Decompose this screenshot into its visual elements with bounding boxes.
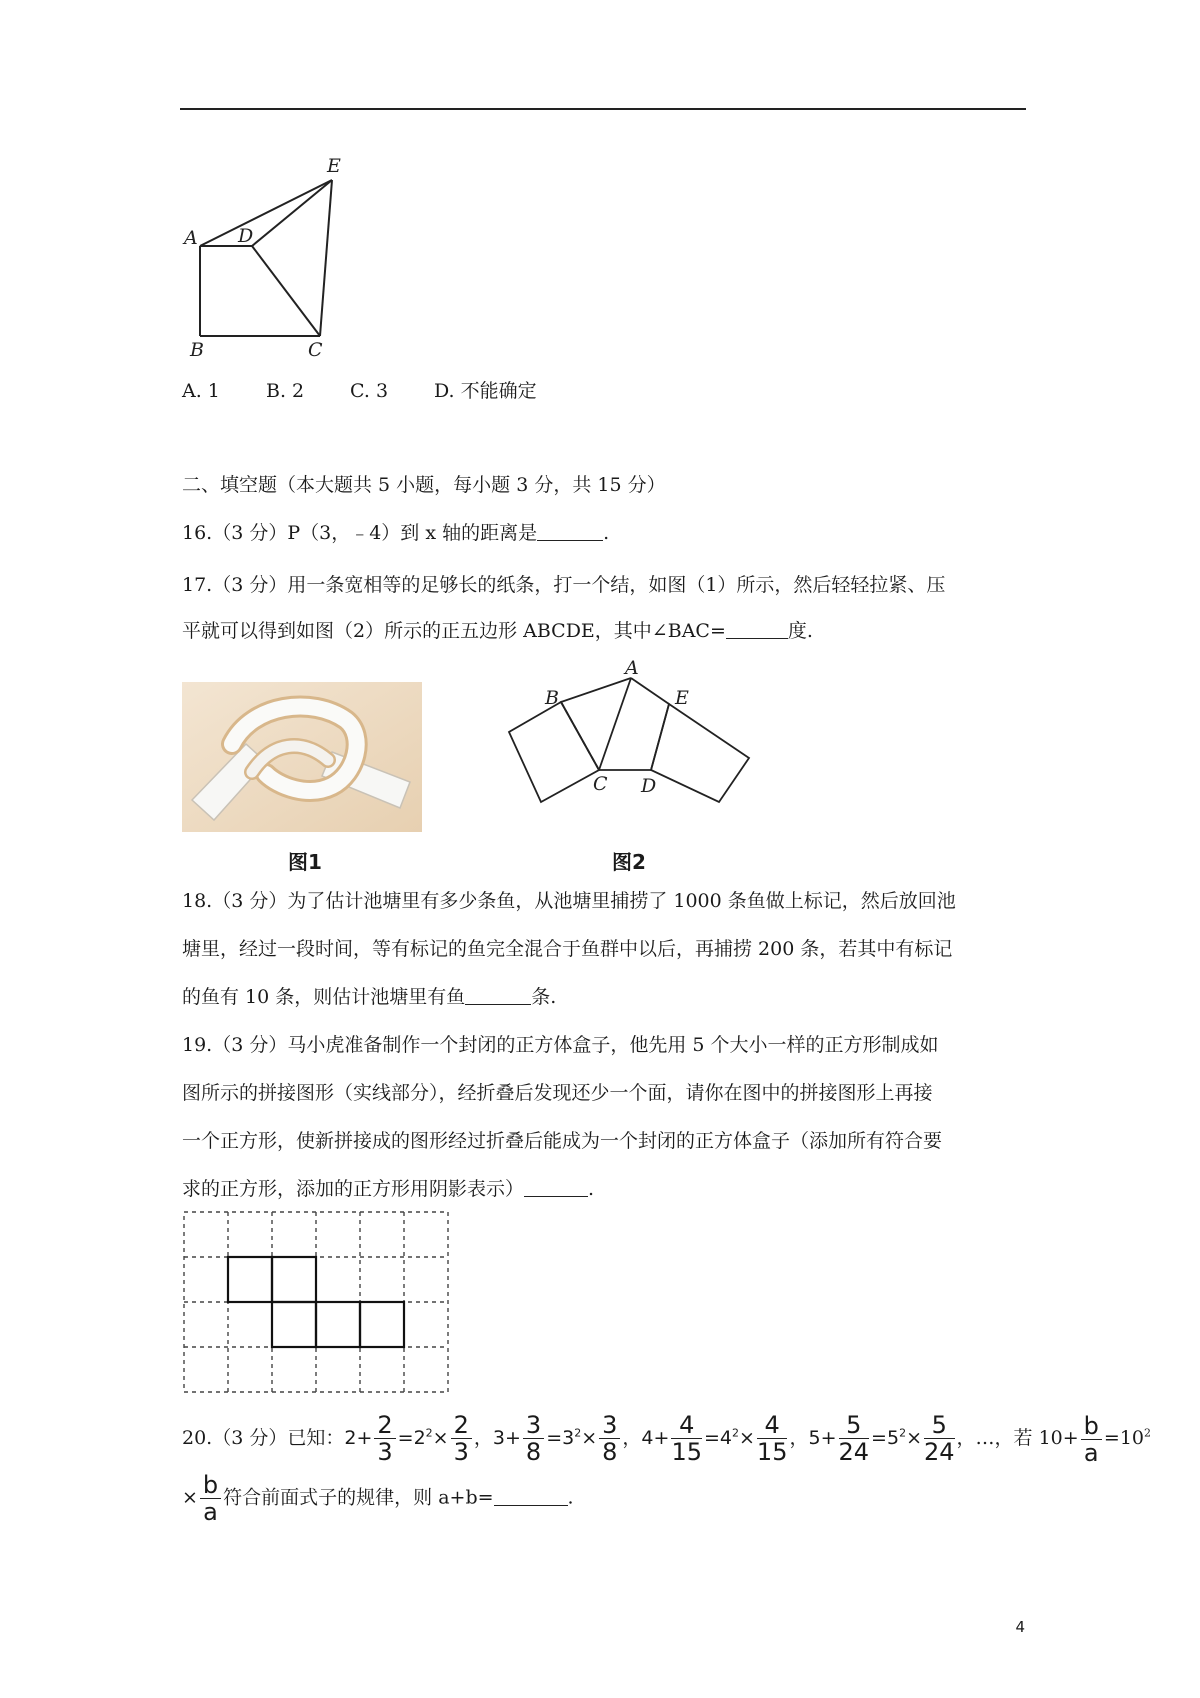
- q17-text-end: 度.: [787, 620, 813, 642]
- segment-bc-dashed: [561, 702, 599, 770]
- q17-knot-photo: [182, 682, 422, 832]
- segment-ac: [599, 678, 631, 770]
- q20-line1: 20.（3 分）已知：2+ $\frac{2}{3}$ $=2^2\times$ $\frac{2}{3}$ ，3+ $\frac{3}{8}$ $=3^2\times$ $\frac{3}{8}$ ，4+ $\frac{4}{15}$ $=4^2\times$ $\frac{4}{15}$ ，5+ $\frac{5}{24}$ $=5^2\times$ $\frac{5}{24}$ ，…，若 10+ $\frac{b}{a}$ $=10^2$: [182, 1411, 1152, 1467]
- q17-text: 平就可以得到如图（2）所示的正五边形 ABCDE，其中∠BAC=: [182, 620, 726, 642]
- q20-blank[interactable]: [494, 1485, 568, 1506]
- solid-net: [228, 1257, 404, 1347]
- fig2-label-a: A: [625, 660, 639, 679]
- q17-line2: [182, 618, 813, 644]
- net-square-2: [272, 1257, 316, 1302]
- q15-edge-ae: [200, 180, 332, 246]
- q20-term-2: 3+ $\frac{3}{8}$ $=3^2\times$ $\frac{3}{8}$: [493, 1427, 623, 1449]
- left-strip: [509, 702, 599, 802]
- q20-line2: × $\frac{b}{a}$ 符合前面式子的规律，则 a+b= .: [182, 1471, 574, 1526]
- q20-term-4: 5+ $\frac{5}{24}$ $=5^2\times$ $\frac{5}{24}$: [808, 1411, 955, 1466]
- q15-label-e: E: [327, 155, 341, 177]
- q15-option-d: D. 不能确定: [434, 380, 537, 402]
- q15-label-c: C: [308, 339, 323, 360]
- q20-text-end: .: [567, 1486, 574, 1509]
- q19-blank[interactable]: [524, 1176, 588, 1197]
- q17-blank[interactable]: [726, 618, 788, 639]
- q20-text: 符合前面式子的规律，则 a+b=: [223, 1486, 494, 1509]
- q20-term-1: 2+ $\frac{2}{3}$ $=2^2\times$ $\frac{2}{3}$: [344, 1427, 474, 1449]
- q16-text: 16.（3 分）P（3，﹣4）到 x 轴的距离是: [182, 522, 538, 544]
- fig2-label-c: C: [593, 773, 608, 795]
- q15-option-a: A. 1: [182, 380, 220, 402]
- q19-net-grid: [182, 1210, 452, 1396]
- q15-label-a: A: [184, 227, 198, 249]
- net-square-5: [360, 1302, 404, 1347]
- q15-edge-dc: [252, 246, 320, 336]
- q17-pentagon-figure: [505, 660, 755, 830]
- q19-line1: 19.（3 分）马小虎准备制作一个封闭的正方体盒子，他先用 5 个大小一样的正方形制成如: [182, 1034, 939, 1056]
- q19-text: 求的正方形，添加的正方形用阴影表示）: [182, 1178, 525, 1200]
- q15-label-b: B: [190, 339, 204, 360]
- q17-line1: 17.（3 分）用一条宽相等的足够长的纸条，打一个结，如图（1）所示，然后轻轻拉紧、压: [182, 574, 946, 596]
- page-number: 4: [1015, 1618, 1025, 1636]
- fig2-caption: 图2: [612, 850, 646, 874]
- fig1-caption: 图1: [288, 850, 322, 874]
- q18-text-end: 条.: [531, 986, 557, 1008]
- header-rule: [180, 108, 1026, 110]
- q15-edge-ec: [320, 180, 332, 336]
- q15-label-d: D: [238, 225, 254, 247]
- q18-line3: [182, 984, 556, 1010]
- q20-tail: ，…，若 10+: [956, 1427, 1079, 1449]
- fig2-label-b: B: [545, 687, 559, 709]
- section-heading: 二、填空题（本大题共 5 小题，每小题 3 分，共 15 分）: [182, 474, 666, 496]
- fig2-label-d: D: [641, 775, 657, 797]
- net-square-4: [316, 1302, 360, 1347]
- net-square-3: [272, 1302, 316, 1347]
- q16-text-end: .: [603, 522, 610, 544]
- q19-line3: 一个正方形，使新拼接成的图形经过折叠后能成为一个封闭的正方体盒子（添加所有符合要: [182, 1130, 943, 1152]
- question-16: [182, 520, 609, 546]
- q15-option-b: B. 2: [266, 380, 305, 402]
- q19-text-end: .: [588, 1178, 595, 1200]
- right-strip: [651, 704, 749, 802]
- q15-options: [182, 378, 537, 404]
- net-square-1: [228, 1257, 272, 1302]
- q19-line2: 图所示的拼接图形（实线部分），经折叠后发现还少一个面，请你在图中的拼接图形上再接: [182, 1082, 933, 1104]
- q18-text: 的鱼有 10 条，则估计池塘里有鱼: [182, 986, 466, 1008]
- q16-blank[interactable]: [537, 520, 603, 541]
- q18-line1: 18.（3 分）为了估计池塘里有多少条鱼，从池塘里捕捞了 1000 条鱼做上标记，然后放回池: [182, 890, 956, 912]
- q18-blank[interactable]: [465, 984, 531, 1005]
- q18-line2: 塘里，经过一段时间，等有标记的鱼完全混合于鱼群中以后，再捕捞 200 条，若其中有标记: [182, 938, 953, 960]
- q15-option-c: C. 3: [350, 380, 389, 402]
- q19-line4: [182, 1176, 594, 1202]
- q20-prefix: 20.（3 分）已知：: [182, 1427, 345, 1449]
- q15-figure: [180, 150, 360, 360]
- q20-term-3: 4+ $\frac{4}{15}$ $=4^2\times$ $\frac{4}{15}$: [641, 1411, 788, 1466]
- fig2-label-e: E: [675, 687, 689, 709]
